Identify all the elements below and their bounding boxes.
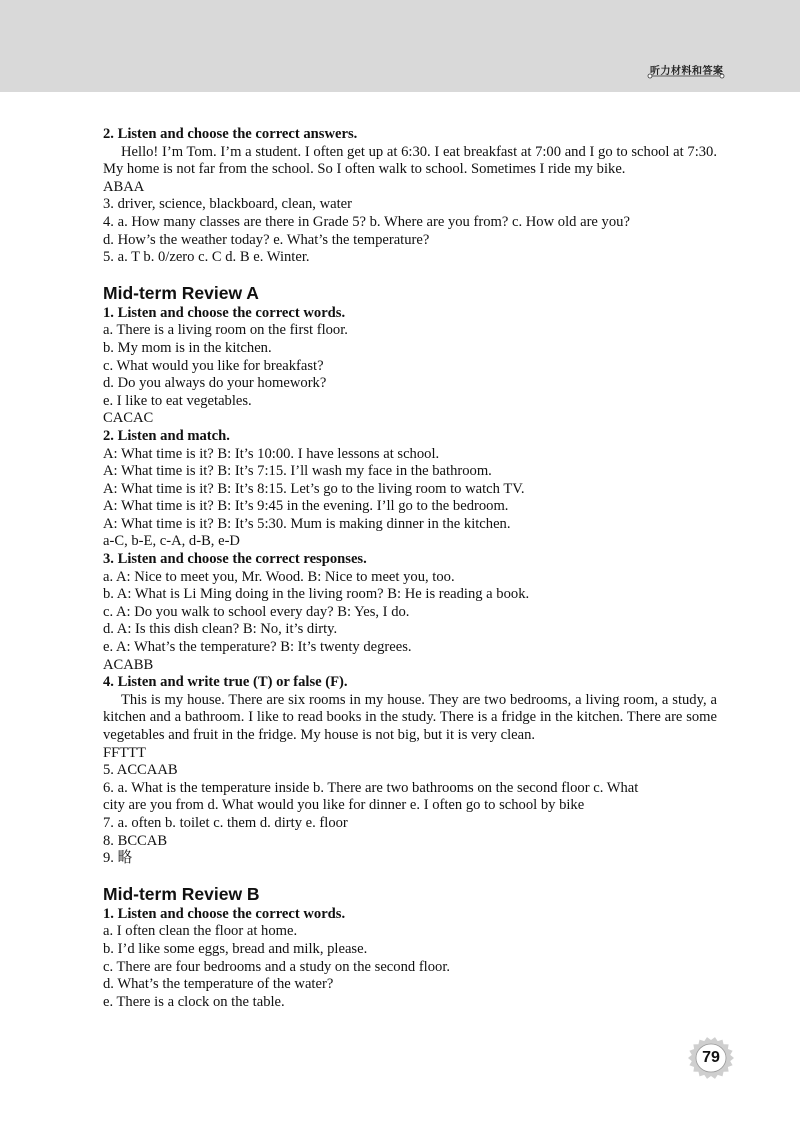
answer-line: 6. a. What is the temperature inside b. There are two bathrooms on the second floor c. What	[103, 779, 639, 796]
banner-scallop	[608, 93, 630, 110]
banner-scallop	[524, 93, 546, 110]
banner-scallop	[83, 93, 105, 110]
answer-line: a. A: Nice to meet you, Mr. Wood. B: Nice to meet you, too.	[103, 568, 455, 585]
page-number: 79	[702, 1049, 720, 1066]
banner-scallop	[188, 93, 210, 110]
banner-scallop	[629, 93, 651, 110]
banner-scallop	[545, 93, 567, 110]
answer-line: b. My mom is in the kitchen.	[103, 339, 272, 356]
listening-passage: Hello! I’m Tom. I’m a student. I often get up at 6:30. I eat breakfast at 7:00 and I go to school at 7:30. My home is not far from the school. So I often walk to school. Sometimes I ride my bike.	[103, 143, 717, 178]
banner-scallop	[209, 93, 231, 110]
banner-scallop	[104, 93, 126, 110]
banner-scallop	[251, 93, 273, 110]
banner-scallop	[62, 93, 84, 110]
header-banner	[0, 0, 800, 110]
banner-scallop	[41, 93, 63, 110]
banner-scallop	[356, 93, 378, 110]
answer-line: ACABB	[103, 656, 154, 673]
question-heading: 2. Listen and match.	[103, 427, 230, 444]
answer-line: A: What time is it? B: It’s 9:45 in the evening. I’ll go to the bedroom.	[103, 498, 509, 515]
banner-scallop	[671, 93, 693, 110]
banner-scallop	[293, 93, 315, 110]
answer-line: A: What time is it? B: It’s 7:15. I’ll wash my face in the bathroom.	[103, 463, 492, 480]
section-title: Mid-term Review A	[103, 282, 259, 303]
header-label: 听力材料和答案	[650, 66, 724, 77]
banner-scallop	[503, 93, 525, 110]
answer-line: d. A: Is this dish clean? B: No, it’s dirty.	[103, 621, 338, 638]
banner-scallop	[776, 93, 798, 110]
banner-scallop	[692, 93, 714, 110]
banner-scallop	[167, 93, 189, 110]
answer-line: ABAA	[103, 178, 145, 195]
banner-background	[0, 0, 800, 92]
answer-line: CACAC	[103, 410, 154, 427]
banner-scallop	[713, 93, 735, 110]
answer-line: A: What time is it? B: It’s 10:00. I have lessons at school.	[103, 445, 440, 462]
banner-scallop	[230, 93, 252, 110]
answer-line: A: What time is it? B: It’s 8:15. Let’s go to the living room to watch TV.	[103, 480, 525, 497]
banner-scallop	[272, 93, 294, 110]
answer-line: 3. driver, science, blackboard, clean, water	[103, 196, 353, 213]
answer-line: b. A: What is Li Ming doing in the living room? B: He is reading a book.	[103, 586, 530, 603]
answer-line: a. I often clean the floor at home.	[103, 923, 298, 940]
banner-scallop	[587, 93, 609, 110]
question-heading: 4. Listen and write true (T) or false (F).	[103, 674, 348, 691]
section-title: Mid-term Review B	[103, 883, 260, 904]
banner-scallop	[125, 93, 147, 110]
banner-scallop	[314, 93, 336, 110]
answer-line: city are you from d. What would you like for dinner e. I often go to school by bike	[103, 797, 585, 814]
banner-scallop	[650, 93, 672, 110]
answer-line: e. I like to eat vegetables.	[103, 392, 252, 409]
answer-line: 9. 略	[103, 850, 133, 867]
question-heading: 1. Listen and choose the correct words.	[103, 304, 346, 321]
banner-scallop	[755, 93, 777, 110]
answer-line: 5. ACCAAB	[103, 762, 178, 779]
banner-scallop	[335, 93, 357, 110]
banner-scallop	[0, 93, 21, 110]
banner-scallop	[461, 93, 483, 110]
answer-line: c. A: Do you walk to school every day? B: Yes, I do.	[103, 603, 410, 620]
banner-scallop	[20, 93, 42, 110]
answer-line: a-C, b-E, c-A, d-B, e-D	[103, 533, 240, 550]
banner-scallop	[734, 93, 756, 110]
banner-scallop	[377, 93, 399, 110]
answer-line: 4. a. How many classes are there in Grade 5? b. Where are you from? c. How old are you?	[103, 213, 630, 230]
banner-scallop	[419, 93, 441, 110]
answer-line: e. There is a clock on the table.	[103, 993, 285, 1010]
answer-line: 8. BCCAB	[103, 832, 168, 849]
banner-scallop	[146, 93, 168, 110]
listening-passage: This is my house. There are six rooms in my house. They are two bedrooms, a living room, a study, a kitchen and a bathroom. I like to read books in the study. There is a fridge in the kitchen. There are some vegetables and fruit in the fridge. My house is not big, but it is very clean.	[103, 691, 717, 743]
answer-line: A: What time is it? B: It’s 5:30. Mum is making dinner in the kitchen.	[103, 515, 511, 532]
answer-line: a. There is a living room on the first floor.	[103, 322, 348, 339]
answer-line: b. I’d like some eggs, bread and milk, please.	[103, 940, 368, 957]
answer-line: c. What would you like for breakfast?	[103, 357, 324, 374]
answer-line: FFTTT	[103, 744, 146, 761]
answer-line: e. A: What’s the temperature? B: It’s twenty degrees.	[103, 639, 412, 656]
question-heading: 3. Listen and choose the correct responses.	[103, 551, 367, 568]
banner-scallop	[482, 93, 504, 110]
question-heading: 1. Listen and choose the correct words.	[103, 905, 346, 922]
answer-line: 5. a. T b. 0/zero c. C d. B e. Winter.	[103, 249, 310, 266]
answer-line: c. There are four bedrooms and a study on the second floor.	[103, 958, 451, 975]
answer-line: d. How’s the weather today? e. What’s the temperature?	[103, 231, 430, 248]
banner-scallop	[398, 93, 420, 110]
banner-scallop	[566, 93, 588, 110]
answer-line: d. What’s the temperature of the water?	[103, 976, 334, 993]
answer-line: 7. a. often b. toilet c. them d. dirty e. floor	[103, 814, 348, 831]
question-heading: 2. Listen and choose the correct answers.	[103, 126, 358, 142]
banner-scallop	[440, 93, 462, 110]
answer-content	[103, 126, 717, 1011]
answer-line: d. Do you always do your homework?	[103, 375, 327, 392]
